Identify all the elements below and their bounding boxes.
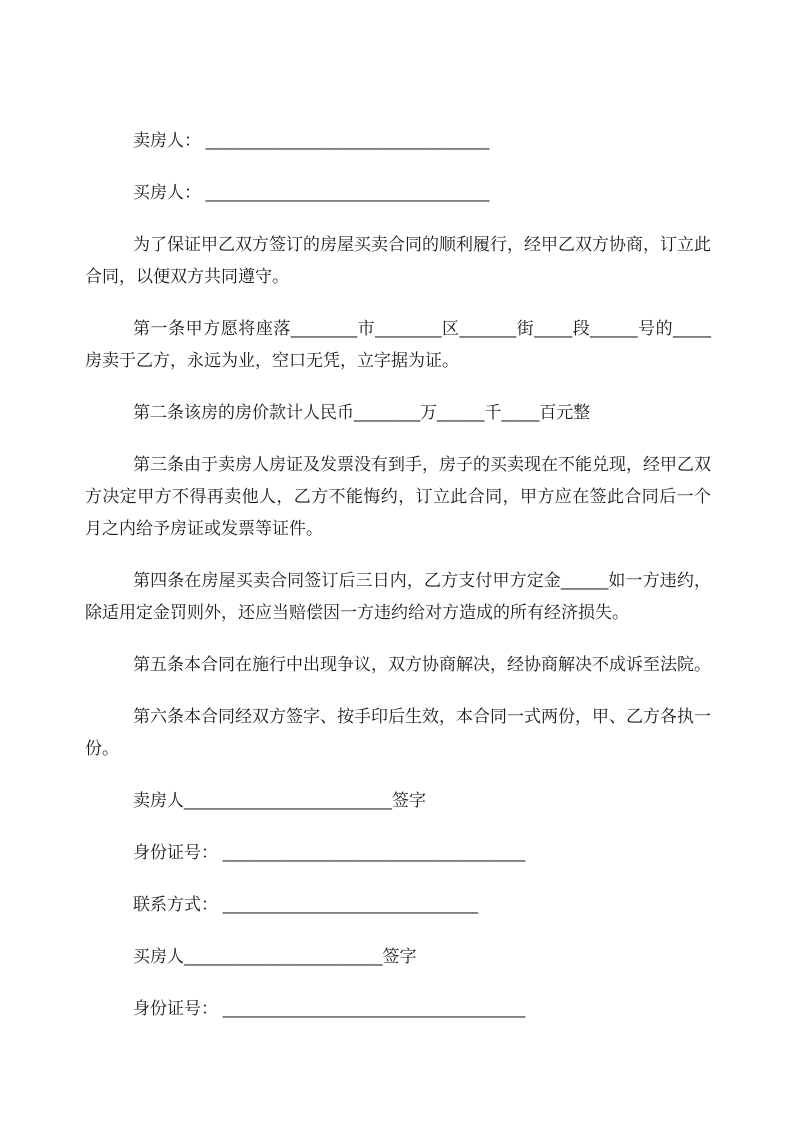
article-1-paragraph: 第一条甲方愿将座落_______市_______区______街____段_____号的____房卖于乙方，永远为业，空口无凭，立字据为证。 xyxy=(85,319,711,370)
article-3-paragraph: 第三条由于卖房人房证及发票没有到手，房子的买卖现在不能兑现，经甲乙双方决定甲方不得再卖他人，乙方不能悔约，订立此合同，甲方应在签此合同后一个月之内给予房证或发票等证件。 xyxy=(85,455,711,538)
seller-name-line: 卖房人： ______________________________ xyxy=(133,131,490,150)
buyer-name-line: 买房人： ______________________________ xyxy=(133,183,490,202)
seller-signature-line: 卖房人______________________签字 xyxy=(133,791,427,810)
seller-contact-line: 联系方式： ___________________________ xyxy=(133,895,478,914)
contract-body xyxy=(85,125,711,1045)
article-2-paragraph: 第二条该房的房价款计人民币_______万_____千____百元整 xyxy=(133,403,591,422)
preamble-paragraph: 为了保证甲乙双方签订的房屋买卖合同的顺利履行，经甲乙双方协商，订立此合同，以便双方共同遵守。 xyxy=(85,235,711,286)
article-6-paragraph: 第六条本合同经双方签字、按手印后生效，本合同一式两份，甲、乙方各执一份。 xyxy=(85,707,711,758)
buyer-signature-line: 买房人_____________________签字 xyxy=(133,947,417,966)
article-5-paragraph: 第五条本合同在施行中出现争议，双方协商解决，经协商解决不成诉至法院。 xyxy=(133,655,711,674)
seller-id-line: 身份证号： ________________________________ xyxy=(133,843,526,862)
article-4-paragraph: 第四条在房屋买卖合同签订后三日内，乙方支付甲方定金_____如一方违约，除适用定金罚则外，还应当赔偿因一方违约给对方造成的所有经济损失。 xyxy=(85,571,711,622)
buyer-id-line: 身份证号： ________________________________ xyxy=(133,999,526,1018)
